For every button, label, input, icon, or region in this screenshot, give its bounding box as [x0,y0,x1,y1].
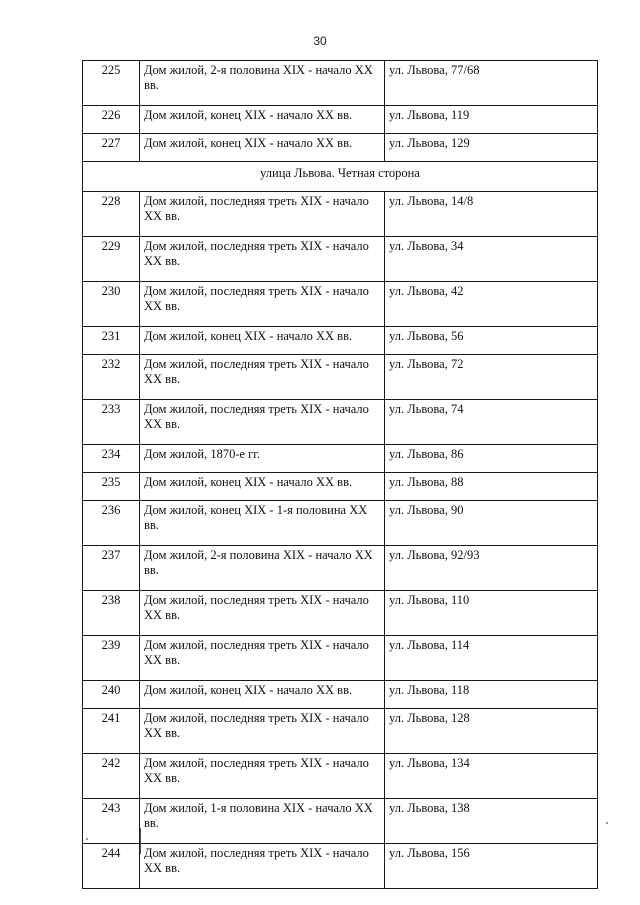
row-description: Дом жилой, 2-я половина XIX - начало XX вв. [140,61,385,106]
table-row [83,591,598,636]
row-number: 238 [83,591,140,636]
heritage-register-table [82,60,598,889]
row-description: Дом жилой, последняя треть XIX - начало XX вв. [140,192,385,237]
row-number: 229 [83,237,140,282]
row-number: 232 [83,355,140,400]
row-number: 228 [83,192,140,237]
row-description: Дом жилой, последняя треть XIX - начало XX вв. [140,355,385,400]
row-number: 234 [83,445,140,473]
row-number: 235 [83,473,140,501]
table-row [83,106,598,134]
row-address: ул. Львова, 134 [385,754,598,799]
section-heading: улица Львова. Четная сторона [83,162,598,192]
row-address: ул. Львова, 88 [385,473,598,501]
row-description: Дом жилой, конец XIX - начало XX вв. [140,681,385,709]
row-description: Дом жилой, конец XIX - начало XX вв. [140,327,385,355]
table-row [83,355,598,400]
row-number: 227 [83,134,140,162]
row-description: Дом жилой, конец XIX - начало XX вв. [140,134,385,162]
row-address: ул. Львова, 14/8 [385,192,598,237]
row-description: Дом жилой, последняя треть XIX - начало XX вв. [140,754,385,799]
table-row [83,237,598,282]
row-number: 240 [83,681,140,709]
row-address: ул. Львова, 86 [385,445,598,473]
row-description: Дом жилой, последняя треть XIX - начало XX вв. [140,591,385,636]
table-row [83,709,598,754]
row-description: Дом жилой, последняя треть XIX - начало XX вв. [140,400,385,445]
row-address: ул. Львова, 128 [385,709,598,754]
row-number: 233 [83,400,140,445]
row-address: ул. Львова, 118 [385,681,598,709]
table-row [83,501,598,546]
table-row [83,636,598,681]
row-description: Дом жилой, последняя треть XIX - начало XX вв. [140,636,385,681]
row-address: ул. Львова, 42 [385,282,598,327]
row-number: 239 [83,636,140,681]
row-number: 242 [83,754,140,799]
table-row [83,681,598,709]
row-number: 225 [83,61,140,106]
scan-speck [86,838,88,840]
row-address: ул. Львова, 114 [385,636,598,681]
table-row [83,192,598,237]
row-description: Дом жилой, последняя треть XIX - начало XX вв. [140,844,385,889]
table-row [83,445,598,473]
row-address: ул. Львова, 72 [385,355,598,400]
row-address: ул. Львова, 74 [385,400,598,445]
row-address: ул. Львова, 129 [385,134,598,162]
row-address: ул. Львова, 56 [385,327,598,355]
table-row [83,282,598,327]
row-number: 236 [83,501,140,546]
row-address: ул. Львова, 156 [385,844,598,889]
row-number: 237 [83,546,140,591]
row-description: Дом жилой, последняя треть XIX - начало XX вв. [140,237,385,282]
scan-speck [606,822,608,824]
table-row [83,61,598,106]
table-row [83,473,598,501]
row-address: ул. Львова, 92/93 [385,546,598,591]
table-row [83,400,598,445]
row-number: 231 [83,327,140,355]
row-description: Дом жилой, конец XIX - начало XX вв. [140,473,385,501]
row-description: Дом жилой, 2-я половина XIX - начало XX вв. [140,546,385,591]
row-description: Дом жилой, последняя треть XIX - начало XX вв. [140,282,385,327]
row-description: Дом жилой, 1-я половина XIX - начало XX вв. [140,799,385,844]
table-row [83,754,598,799]
row-number: 226 [83,106,140,134]
table-body [83,61,598,192]
section-heading-row [83,162,598,192]
row-address: ул. Львова, 119 [385,106,598,134]
page-number: 30 [313,34,327,48]
table-row [83,327,598,355]
row-number: 230 [83,282,140,327]
row-address: ул. Львова, 34 [385,237,598,282]
row-address: ул. Львова, 77/68 [385,61,598,106]
row-number: 244 [83,844,140,889]
row-address: ул. Львова, 138 [385,799,598,844]
row-number: 241 [83,709,140,754]
table-row [83,799,598,844]
row-address: ул. Львова, 110 [385,591,598,636]
table-row [83,844,598,889]
table-body-even-side [83,192,598,889]
table-row [83,134,598,162]
row-description: Дом жилой, 1870-е гг. [140,445,385,473]
row-description: Дом жилой, последняя треть XIX - начало XX вв. [140,709,385,754]
row-address: ул. Львова, 90 [385,501,598,546]
row-description: Дом жилой, конец XIX - 1-я половина XX вв. [140,501,385,546]
row-description: Дом жилой, конец XIX - начало XX вв. [140,106,385,134]
table-row [83,546,598,591]
row-number: 243 [83,799,140,844]
continuation-line [140,828,141,854]
